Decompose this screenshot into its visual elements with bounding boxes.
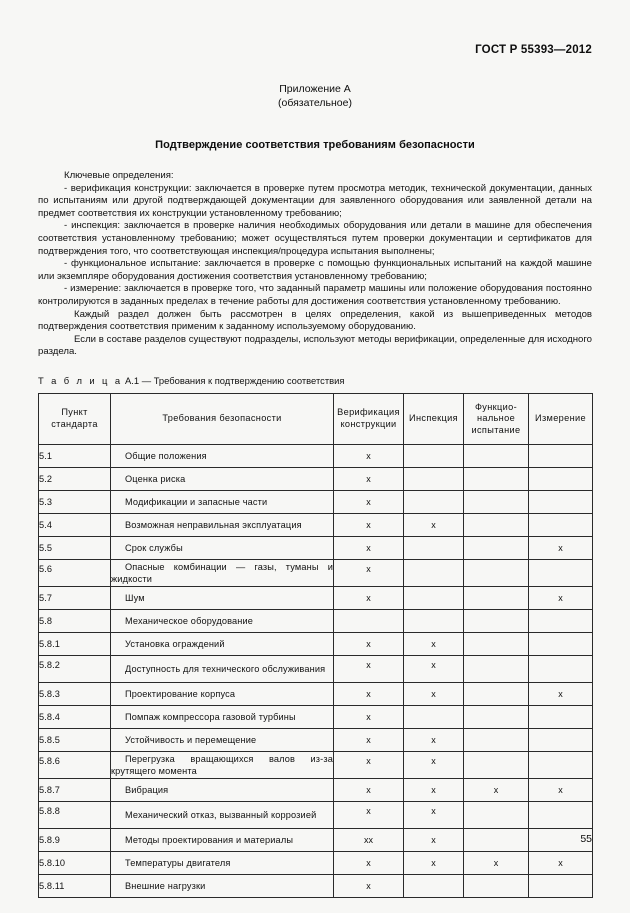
- table-header-row: [39, 393, 593, 444]
- cell-measurement: [529, 490, 593, 513]
- cell-functional: [464, 632, 529, 655]
- cell-inspection: [404, 536, 464, 559]
- cell-functional: [464, 655, 529, 682]
- cell-functional: [464, 490, 529, 513]
- header-functional-line1: Функцио-: [474, 401, 518, 412]
- table-row: [39, 851, 593, 874]
- cell-requirement: Срок службы: [111, 536, 334, 559]
- requirements-table: [38, 393, 593, 898]
- table-row: [39, 632, 593, 655]
- cell-requirement: Вибрация: [111, 778, 334, 801]
- cell-measurement: [529, 632, 593, 655]
- table-row: [39, 828, 593, 851]
- header-clause: [39, 393, 111, 444]
- cell-verification: x: [334, 655, 404, 682]
- cell-inspection: x: [404, 728, 464, 751]
- cell-verification: x: [334, 682, 404, 705]
- document-header: ГОСТ Р 55393—2012: [475, 44, 592, 56]
- cell-requirement: Доступность для технического обслуживания: [111, 655, 334, 682]
- cell-clause: 5.8.7: [39, 778, 111, 801]
- cell-requirement: Методы проектирования и материалы: [111, 828, 334, 851]
- table-row: [39, 467, 593, 490]
- cell-inspection: [404, 705, 464, 728]
- cell-verification: x: [334, 490, 404, 513]
- cell-functional: [464, 728, 529, 751]
- cell-verification: x: [334, 778, 404, 801]
- header-functional: [464, 393, 529, 444]
- cell-inspection: [404, 467, 464, 490]
- cell-requirement: Установка ограждений: [111, 632, 334, 655]
- cell-clause: 5.4: [39, 513, 111, 536]
- cell-inspection: x: [404, 655, 464, 682]
- paragraph-key-definitions: Ключевые определения:: [64, 170, 174, 181]
- cell-inspection: x: [404, 778, 464, 801]
- cell-measurement: x: [529, 851, 593, 874]
- cell-inspection: x: [404, 632, 464, 655]
- header-measurement: Измерение: [529, 393, 593, 444]
- cell-clause: 5.8.3: [39, 682, 111, 705]
- cell-clause: 5.1: [39, 444, 111, 467]
- annex-kind: (обязательное): [278, 97, 352, 109]
- table-body: [39, 444, 593, 897]
- table-row: [39, 444, 593, 467]
- cell-clause: 5.8.9: [39, 828, 111, 851]
- cell-verification: [334, 609, 404, 632]
- cell-requirement: Механический отказ, вызванный коррозией: [111, 801, 334, 828]
- cell-verification: x: [334, 536, 404, 559]
- cell-clause: 5.8: [39, 609, 111, 632]
- cell-requirement: Перегрузка вращающихся валов из-за крутящего момента: [111, 751, 334, 778]
- cell-clause: 5.8.10: [39, 851, 111, 874]
- cell-inspection: [404, 444, 464, 467]
- cell-verification: x: [334, 801, 404, 828]
- cell-clause: 5.8.5: [39, 728, 111, 751]
- header-clause-line1: Пункт: [61, 407, 88, 418]
- header-requirement: Требования безопасности: [111, 393, 334, 444]
- header-inspection: Инспекция: [404, 393, 464, 444]
- cell-measurement: [529, 801, 593, 828]
- cell-functional: [464, 874, 529, 897]
- cell-functional: [464, 467, 529, 490]
- table-caption-text: — Требования к подтверждению соответствия: [141, 374, 345, 386]
- cell-measurement: [529, 874, 593, 897]
- paragraph-inspection: - инспекция: заключается в проверке наличия необходимых оборудования или детали в машине для обеспечения соответствия установленному требованию; может осуществляться путем проверки документации и сертификатов для подтверждения того, что соответствующая инспекция/процедура испытания выполнены;: [38, 220, 592, 257]
- paragraph-section-review: Каждый раздел должен быть рассмотрен в целях определения, какой из вышеприведенных методов подтверждения соответствия применим к заданному используемому оборудованию.: [38, 308, 592, 333]
- cell-clause: 5.8.8: [39, 801, 111, 828]
- cell-measurement: x: [529, 778, 593, 801]
- table-row: [39, 682, 593, 705]
- cell-functional: [464, 513, 529, 536]
- cell-verification: x: [334, 632, 404, 655]
- table-row: [39, 728, 593, 751]
- paragraph-functional-test: - функциональное испытание: заключается в проверке с помощью функциональных испытаний на каждой машине или экземпляре оборудования достижения соответствия установленному требованию;: [38, 258, 592, 282]
- cell-clause: 5.7: [39, 586, 111, 609]
- cell-verification: x: [334, 586, 404, 609]
- cell-requirement: Опасные комбинации — газы, туманы и жидкости: [111, 559, 334, 586]
- cell-functional: x: [464, 851, 529, 874]
- table-row: [39, 609, 593, 632]
- cell-inspection: [404, 559, 464, 586]
- cell-requirement: Модификации и запасные части: [111, 490, 334, 513]
- table-row: [39, 801, 593, 828]
- cell-inspection: [404, 490, 464, 513]
- table-head: [39, 393, 593, 444]
- cell-verification: x: [334, 851, 404, 874]
- cell-inspection: [404, 874, 464, 897]
- cell-verification: xx: [334, 828, 404, 851]
- cell-inspection: x: [404, 682, 464, 705]
- cell-functional: [464, 586, 529, 609]
- cell-verification: x: [334, 705, 404, 728]
- cell-inspection: [404, 609, 464, 632]
- cell-requirement: Помпаж компрессора газовой турбины: [111, 705, 334, 728]
- cell-inspection: x: [404, 851, 464, 874]
- cell-verification: x: [334, 559, 404, 586]
- table-row: [39, 778, 593, 801]
- cell-verification: x: [334, 728, 404, 751]
- table-caption: [38, 375, 592, 386]
- cell-inspection: [404, 586, 464, 609]
- header-functional-line3: испытание: [471, 424, 521, 435]
- cell-functional: [464, 444, 529, 467]
- cell-requirement: Механическое оборудование: [111, 609, 334, 632]
- cell-functional: x: [464, 778, 529, 801]
- cell-clause: 5.8.4: [39, 705, 111, 728]
- cell-inspection: x: [404, 801, 464, 828]
- table-row: [39, 751, 593, 778]
- cell-verification: x: [334, 874, 404, 897]
- cell-requirement: Общие положения: [111, 444, 334, 467]
- cell-measurement: [529, 705, 593, 728]
- table-row: [39, 586, 593, 609]
- cell-clause: 5.8.11: [39, 874, 111, 897]
- cell-measurement: [529, 728, 593, 751]
- cell-clause: 5.8.2: [39, 655, 111, 682]
- cell-requirement: Оценка риска: [111, 467, 334, 490]
- page-content: [38, 0, 592, 898]
- table-row: [39, 513, 593, 536]
- cell-measurement: [529, 609, 593, 632]
- cell-inspection: x: [404, 513, 464, 536]
- cell-measurement: [529, 559, 593, 586]
- header-verification: [334, 393, 404, 444]
- header-verification-line2: конструкции: [340, 418, 397, 429]
- paragraph-measurement: - измерение: заключается в проверке того, что заданный параметр машины или положение оборудования постоянно контролируются в заданных пределах в течение работы для достижения соответствия установленному требованию.: [38, 283, 592, 307]
- table-row: [39, 705, 593, 728]
- cell-measurement: [529, 467, 593, 490]
- table-row: [39, 490, 593, 513]
- header-clause-line2: стандарта: [51, 418, 98, 429]
- cell-measurement: [529, 751, 593, 778]
- cell-clause: 5.3: [39, 490, 111, 513]
- paragraph-subsections: Если в составе разделов существуют подразделы, используют методы верификации, определенные для исходного раздела.: [38, 333, 592, 358]
- cell-clause: 5.6: [39, 559, 111, 586]
- cell-verification: x: [334, 467, 404, 490]
- cell-measurement: x: [529, 682, 593, 705]
- annex-heading: [38, 82, 592, 110]
- cell-measurement: x: [529, 536, 593, 559]
- page-number: 55: [580, 833, 592, 845]
- cell-functional: [464, 705, 529, 728]
- cell-inspection: x: [404, 751, 464, 778]
- table-caption-label: Т а б л и ц а: [38, 374, 123, 386]
- cell-functional: [464, 559, 529, 586]
- table-row: [39, 536, 593, 559]
- cell-clause: 5.8.6: [39, 751, 111, 778]
- table-row: [39, 874, 593, 897]
- cell-requirement: Шум: [111, 586, 334, 609]
- cell-verification: x: [334, 751, 404, 778]
- cell-measurement: [529, 444, 593, 467]
- cell-clause: 5.8.1: [39, 632, 111, 655]
- cell-functional: [464, 609, 529, 632]
- cell-requirement: Проектирование корпуса: [111, 682, 334, 705]
- cell-requirement: Температуры двигателя: [111, 851, 334, 874]
- cell-requirement: Возможная неправильная эксплуатация: [111, 513, 334, 536]
- cell-functional: [464, 751, 529, 778]
- paragraph-design-verification: - верификация конструкции: заключается в проверке путем просмотра методик, технической документации, данных по испытаниям или другой подтверждающей документации для заявленного оборудования или заявленной детали на предмет соответствия их конструкции установленному требованию;: [38, 182, 592, 219]
- table-row: [39, 559, 593, 586]
- cell-inspection: x: [404, 828, 464, 851]
- cell-verification: x: [334, 513, 404, 536]
- table-caption-number: А.1: [125, 374, 140, 386]
- cell-measurement: [529, 513, 593, 536]
- cell-requirement: Внешние нагрузки: [111, 874, 334, 897]
- cell-functional: [464, 801, 529, 828]
- cell-measurement: x: [529, 586, 593, 609]
- header-verification-line1: Верификация: [337, 407, 400, 418]
- cell-functional: [464, 536, 529, 559]
- cell-clause: 5.2: [39, 467, 111, 490]
- cell-functional: [464, 682, 529, 705]
- section-title: Подтверждение соответствия требованиям безопасности: [155, 139, 475, 151]
- cell-clause: 5.5: [39, 536, 111, 559]
- annex-name: Приложение А: [279, 83, 351, 95]
- cell-requirement: Устойчивость и перемещение: [111, 728, 334, 751]
- header-functional-line2: нальное: [476, 413, 516, 424]
- cell-measurement: [529, 655, 593, 682]
- cell-verification: x: [334, 444, 404, 467]
- cell-functional: [464, 828, 529, 851]
- body-text: [38, 170, 592, 359]
- table-row: [39, 655, 593, 682]
